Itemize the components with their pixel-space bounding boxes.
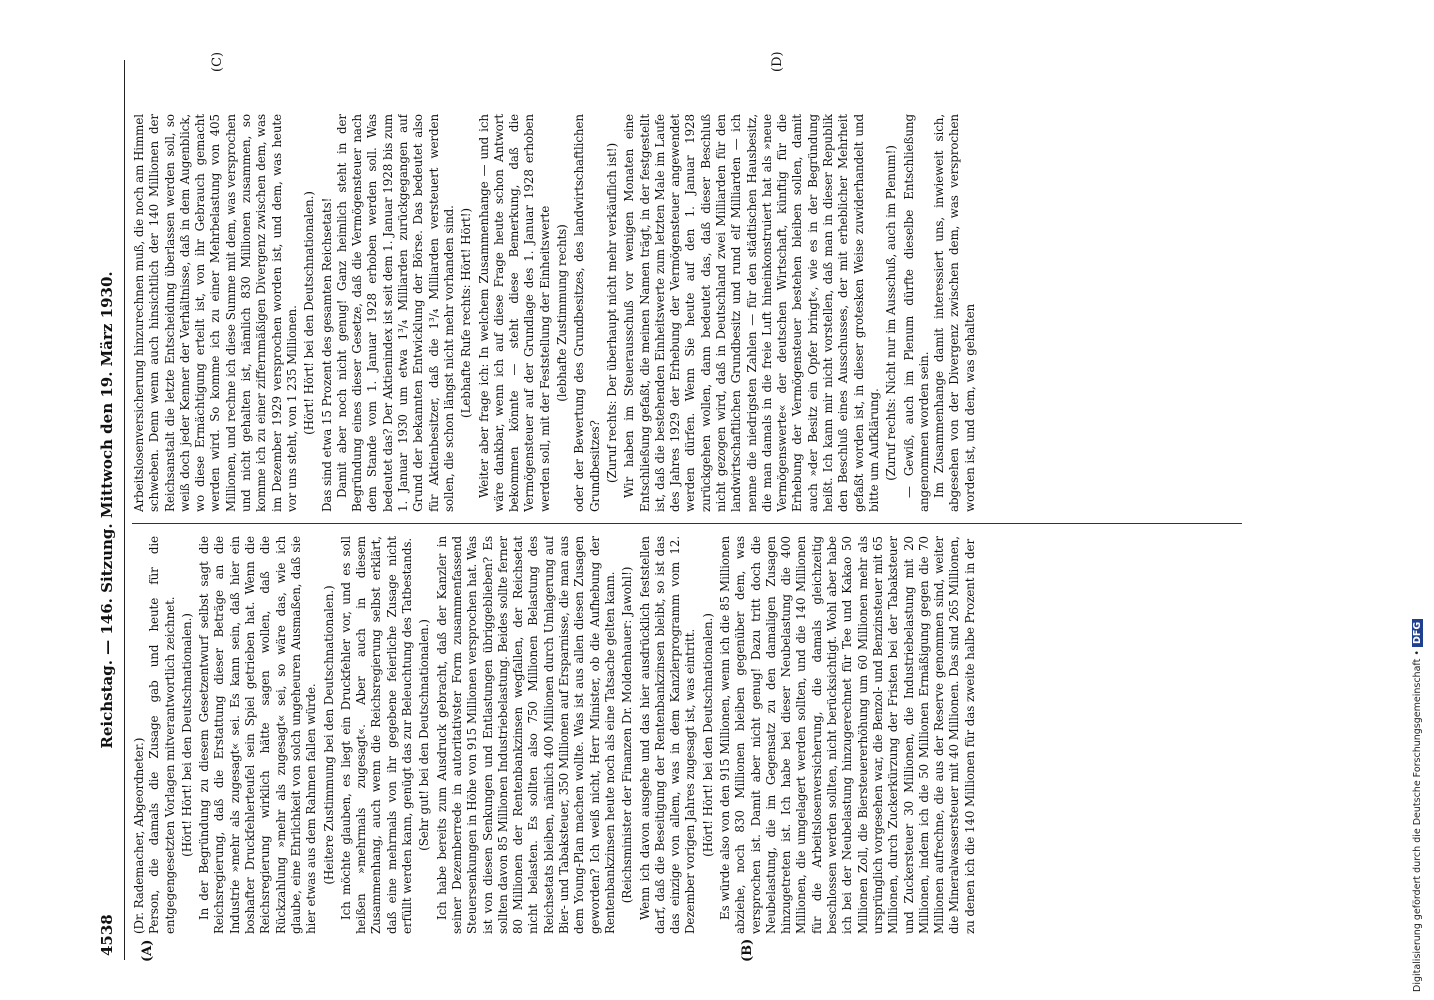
margin-marker-d: (D) [770,51,785,72]
paragraph: Das sind etwa 15 Prozent des gesamten Reichsetats! [319,197,334,512]
paragraph: Arbeitslosenversicherung hinzurechnen muß, die noch am Himmel schweben. Denn wenn auch hinsichtlich der 140 Millionen der Reichsanstalt die letzte Entscheidung überlassen werden soll, so weiß doch jeder Kenner der Verhältnisse, daß in dem Augenblick, wo diese Ermächtigung erteilt ist, von ihr Gebrauch gemacht werden wird. So komme ich zu einer Mehrbelastung von 405 Millionen, und rechne ich diese Summe mit dem, was versprochen und nicht gehalten ist, nämlich 830 Millionen zusammen, so komme ich zu einer ziffernmäßigen Divergenz zwischen dem, was im Dezember 1929 versprochen worden ist, und dem, was heute vor uns steht, von 1 235 Millionen. [132,114,299,512]
interjection: (Zuruf rechts: Nicht nur im Ausschuß, auch im Plenum!) [884,145,899,481]
interjection: (Hört! Hört! bei den Deutschnationalen.) [700,613,715,857]
interjection: (Zuruf rechts: Der überhaupt nicht mehr verkäuflich ist!) [604,142,619,484]
speaker-line: (Dr. Rademacher, Abgeordneter.) [132,737,146,934]
interjection: (Sehr gut! bei den Deutschnationalen.) [417,619,432,851]
column-divider [132,523,1242,524]
interjection: (Heitere Zustimmung bei den Deutschnationalen.) [321,585,336,885]
paragraph: Wir haben im Steuerausschuß vor wenigen Monaten eine Entschließung gefaßt, die meinen Namen trägt, in der festgestellt ist, daß die bestehenden Einheitswerte zum letzten Male im Laufe des Jahres 1929 der Erhebung der Vermögensteuer angewendet werden dürfen. Wenn Sie heute auf den 1. Januar 1928 zurückgehen wollen, dann bedeutet das, daß dieser Beschluß nicht gezogen wird, daß in Deutschland zwei Milliarden für den landwirtschaftlichen Grundbesitz und rund elf Milliarden — ich nenne die niedrigsten Zahlen — für den städtischen Hausbesitz, die man damals in die freie Luft hineinkonstruiert hat als »neue Vermögenswerte« der deutschen Wirtschaft, künftig für die Erhebung der Vermögensteuer bestehen bleiben sollen, damit auch »der Besitz ein Opfer bringt«, wie es in der Begründung heißt. Ich kann mir nicht vorstellen, daß man in dieser Republik den Beschluß eines Ausschusses, der mit erheblicher Mehrheit gefaßt worden ist, in dieser grotesken Weise zuwiderhandelt und bitte um Aufklärung. [622,114,881,512]
credit-text: Digitalisierung gefördert durch die Deutsche Forschungsgemeinschaft • [1412,650,1423,992]
paragraph: Im Zusammenhange damit interessiert uns, inwieweit sich, abgesehen von der Divergenz zwischen dem, was versprochen worden ist, und dem, was gehalten [932,114,977,512]
margin-marker-c: (C) [210,51,225,72]
page-title: Reichstag. — 146. Sitzung. Mittwoch den 19. März 1930. [98,271,116,749]
page-header [88,60,125,960]
margin-marker-a: (A) [140,939,155,962]
paragraph: Person, die damals die Zusage gab und heute für die entgegengesetzten Vorlagen mitverantwortlich zeichnet. [147,536,177,934]
interjection: (Reichsminister der Finanzen Dr. Moldenhauer: Jawohl!) [620,566,635,904]
interjection: (Hört! Hört! bei den Deutschnationalen.) [302,191,317,435]
paragraph: oder der Bewertung des Grundbesitzes, des landwirtschaftlichen Grundbesitzes? [572,114,602,512]
interjection: (Lebhafte Rufe rechts: Hört! Hört!) [459,208,474,418]
right-column [132,114,1242,512]
paragraph: Es würde also von den 915 Millionen, wenn ich die 85 Millionen abziehe, noch 830 Millionen bleiben gegenüber dem, was versprochen ist. Damit aber nicht genug! Dazu tritt doch die Neubelastung, die im Gegensatz zu den damaligen Zusagen hinzugetreten ist. Ich habe bei dieser Neubelastung die 400 Millionen, die umgelagert werden sollten, und die 140 Millionen für die Arbeitslosenversicherung, die damals gleichzeitig beschlossen werden sollten, nicht berücksichtigt. Wohl aber habe ich bei der Neubelastung hinzugerechnet für Tee und Kakao 50 Millionen Zoll, die Biersteuererhöhung um 60 Millionen mehr als ursprünglich vorgesehen war, die Benzol- und Benzinsteuer mit 65 Millionen, durch Zuckerkürzung der Fristen bei der Tabaksteuer und Zuckersteuer 30 Millionen, die Industriebelastung mit 20 Millionen, indem ich die 50 Millionen Ermäßigung gegen die 70 Millionen aufrechne, die aus der Reserve genommen sind, weiter die Mineralwassersteuer mit 40 Millionen. Das sind 265 Millionen, zu denen ich die 140 Millionen für das zweite halbe Prozent in der [717,536,977,934]
left-column [132,536,1242,934]
margin-marker-b: (B) [740,938,755,962]
interjection: (Hört! Hört! bei den Deutschnationalen.) [179,613,194,857]
interjection: (lebhafte Zustimmung rechts) [555,224,570,402]
paragraph: Weiter aber frage ich: In welchem Zusammenhange — und ich wäre dankbar, wenn ich auf diese Frage heute schon Antwort bekommen könnte — steht diese Bemerkung, daß die Vermögensteuer auf der Grundlage des 1. Januar 1928 erhoben werden soll, mit der Feststellung der Einheitswerte [476,114,552,512]
dfg-logo: DFG [1412,619,1423,647]
paragraph: In der Begründung zu diesem Gesetzentwurf selbst sagt die Reichsregierung, daß die Erstattung dieser Beträge an die Industrie »mehr als zugesagt« sei. Es kann sein, daß hier ein boshafter Druckfehlerteufel sein Spiel getrieben hat. Wenn die Reichsregierung wirklich hätte sagen wollen, daß die Rückzahlung »mehr als zugesagt« sei, so wäre das, wie ich glaube, eine Ehrlichkeit von solch ungeheuren Ausmaßen, daß sie hier etwas aus dem Rahmen fallen würde. [197,536,319,934]
paragraph: Ich möchte glauben, es liegt ein Druckfehler vor, und es soll heißen »mehrmals zugesagt«. Aber auch in diesem Zusammenhang, auch wenn die Reichsregierung selbst erklärt, daß eine mehrmals von ihr gegebene feierliche Zusage nicht erfüllt werden kann, genügt das zur Beleuchtung des Tatbestands. [338,536,415,934]
paragraph: — Gewiß, auch im Plenum dürfte dieselbe Entschließung angenommen worden sein. [901,114,931,512]
paragraph: Ich habe bereits zum Ausdruck gebracht, daß der Kanzler in seiner Dezemberrede in autoritativster Form zusammenfassend Steuersenkungen in Höhe von 915 Millionen versprochen hat. Was ist von diesen Senkungen und Entlastungen übriggeblieben? Es sollten davon 85 Millionen Industriebelastung. Beides sollte ferner 80 Millionen der Rentenbankzinsen wegfallen, der Reichsetat nicht belasten. Es sollten also 750 Millionen Belastung des Reichsetats bleiben, nämlich 400 Millionen durch Umlagerung auf Bier- und Tabaksteuer, 350 Millionen auf Ersparnisse, die man aus dem Young-Plan machen wollte. Was ist aus allen diesen Zusagen geworden? Ich weiß nicht, Herr Minister, ob die Aufhebung der Rentenbankzinsen heute noch als eine Tatsache gelten kann. [434,536,617,934]
paragraph: Damit aber noch nicht genug! Ganz heimlich steht in der Begründung eines dieser Gesetze, daß die Vermögensteuer nach dem Stande vom 1. Januar 1928 erhoben werden soll. Was bedeutet das? Der Aktienindex ist seit dem 1. Januar 1928 bis zum 1. Januar 1930 um etwa 1³/₄ Milliarden zurückgegangen auf Grund der bekannten Entwicklung der Börse. Das bedeutet also für Aktienbesitzer, daß die 1³/₄ Milliarden versteuert werden sollen, die schon längst nicht mehr vorhanden sind. [334,114,456,512]
paragraph: Wenn ich davon ausgehe und das hier ausdrücklich feststellen darf, daß die Beseitigung der Rentenbankzinsen bleibt, so ist das das einzige von allem, was in dem Kanzlerprogramm vom 12. Dezember vorigen Jahres zugesagt ist, was eintritt. [637,536,698,934]
page-number: 4538 [98,914,116,956]
scanned-page [88,51,1258,962]
digitization-credit [1412,619,1423,992]
